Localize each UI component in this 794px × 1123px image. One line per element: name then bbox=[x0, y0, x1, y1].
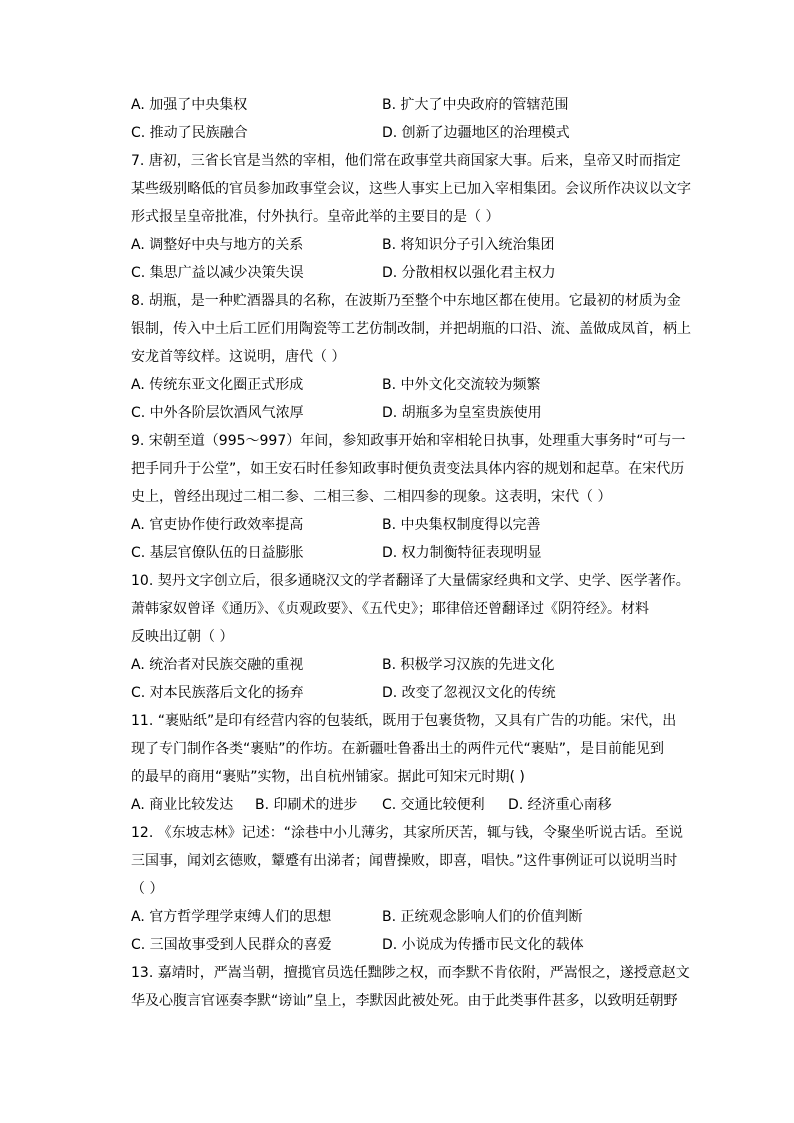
q9-option-a[interactable]: A. 官吏协作使行政效率提高 bbox=[131, 517, 304, 533]
q9-option-d[interactable]: D. 权力制衡特征表现明显 bbox=[382, 545, 542, 561]
q12-option-b[interactable]: B. 正统观念影响人们的价值判断 bbox=[382, 909, 583, 925]
q11-stem-line: 的最早的商用“裹贴”实物，出自杭州铺家。据此可知宋元时期( ) bbox=[131, 769, 525, 785]
q11-option-d[interactable]: D. 经济重心南移 bbox=[508, 797, 612, 813]
q7-stem-line: 形式报呈皇帝批准，付外执行。皇帝此举的主要目的是（ ） bbox=[131, 209, 500, 225]
q10-option-b[interactable]: B. 积极学习汉族的先进文化 bbox=[382, 657, 555, 673]
q8-options-row-2 bbox=[131, 399, 679, 427]
q11-option-a[interactable]: A. 商业比较发达 bbox=[131, 797, 234, 813]
q9-option-c[interactable]: C. 基层官僚队伍的日益膨胀 bbox=[131, 545, 304, 561]
q8-options-row-1 bbox=[131, 371, 679, 399]
q10-stem-line: 反映出辽朝（ ） bbox=[131, 629, 234, 645]
q10-option-a[interactable]: A. 统治者对民族交融的重视 bbox=[131, 657, 304, 673]
q7-option-a[interactable]: A. 调整好中央与地方的关系 bbox=[131, 237, 304, 253]
q9-options-row-1 bbox=[131, 511, 679, 539]
q12-stem-line: 三国事，闻刘玄德败，颦蹙有出涕者；闻曹操败，即喜，唱快。”这件事例证可以说明当时 bbox=[131, 853, 678, 869]
q9-stem-line: 史上，曾经出现过二相二参、二相三参、二相四参的现象。这表明，宋代（ ） bbox=[131, 489, 612, 505]
q10-option-d[interactable]: D. 改变了忽视汉文化的传统 bbox=[382, 685, 556, 701]
q6-option-b[interactable]: B. 扩大了中央政府的管辖范围 bbox=[382, 97, 569, 113]
q9-option-b[interactable]: B. 中央集权制度得以完善 bbox=[382, 517, 541, 533]
q12-stem-line: （ ） bbox=[131, 881, 164, 897]
q6-options-row-2 bbox=[131, 119, 679, 147]
exam-page bbox=[131, 91, 691, 1015]
q11-stem-line: 现了专门制作各类“裹贴”的作坊。在新疆吐鲁番出土的两件元代“裹贴”，是目前能见到 bbox=[131, 741, 665, 757]
q11-option-b[interactable]: B. 印刷术的进步 bbox=[255, 797, 358, 813]
q8-option-b[interactable]: B. 中外文化交流较为频繁 bbox=[382, 377, 541, 393]
q8-option-a[interactable]: A. 传统东亚文化圈正式形成 bbox=[131, 377, 304, 393]
q11-stem-line: 11. “裹贴纸”是印有经营内容的包装纸，既用于包裹货物，又具有广告的功能。宋代，出 bbox=[131, 713, 677, 729]
q9-options-row-2 bbox=[131, 539, 679, 567]
q6-option-a[interactable]: A. 加强了中央集权 bbox=[131, 97, 248, 113]
q6-option-c[interactable]: C. 推动了民族融合 bbox=[131, 125, 248, 141]
q7-stem-line: 7. 唐初，三省长官是当然的宰相，他们常在政事堂共商国家大事。后来，皇帝又时而指定 bbox=[131, 153, 681, 169]
q11-option-c[interactable]: C. 交通比较便利 bbox=[382, 797, 485, 813]
q12-option-c[interactable]: C. 三国故事受到人民群众的喜爱 bbox=[131, 937, 332, 953]
q12-options-row-1 bbox=[131, 903, 679, 931]
q12-option-a[interactable]: A. 官方哲学理学束缚人们的思想 bbox=[131, 909, 332, 925]
q7-option-d[interactable]: D. 分散相权以强化君主权力 bbox=[382, 265, 556, 281]
q7-stem-line: 某些级别略低的官员参加政事堂会议，这些人事实上已加入宰相集团。会议所作决议以文字 bbox=[131, 181, 691, 197]
q11-options-row bbox=[131, 791, 679, 819]
q13-stem-line: 华及心腹言官诬奏李默“谤讪”皇上，李默因此被处死。由于此类事件甚多，以致明廷朝野 bbox=[131, 993, 678, 1009]
q8-stem-line: 8. 胡瓶，是一种贮酒器具的名称，在波斯乃至整个中东地区都在使用。它最初的材质为金 bbox=[131, 293, 681, 309]
q10-options-row-1 bbox=[131, 651, 679, 679]
q10-option-c[interactable]: C. 对本民族落后文化的扬弃 bbox=[131, 685, 304, 701]
q10-stem-line: 萧韩家奴曾译《通历》、《贞观政要》、《五代史》；耶律倍还曾翻译过《阴符经》。材料 bbox=[131, 601, 649, 617]
q8-stem-line: 银制，传入中土后工匠们用陶瓷等工艺仿制改制，并把胡瓶的口沿、流、盖做成凤首，柄上 bbox=[131, 321, 691, 337]
q9-stem-line: 9. 宋朝至道（995～997）年间，参知政事开始和宰相轮日执事，处理重大事务时“可与一 bbox=[131, 433, 686, 449]
q8-stem-line: 安龙首等纹样。这说明，唐代（ ） bbox=[131, 349, 346, 365]
q13-stem-line: 13. 嘉靖时，严嵩当朝，擅揽官员选任黜陟之权，而李默不肯依附，严嵩恨之，遂授意赵文 bbox=[131, 965, 690, 981]
q6-options-row-1 bbox=[131, 91, 679, 119]
q8-option-d[interactable]: D. 胡瓶多为皇室贵族使用 bbox=[382, 405, 542, 421]
q12-option-d[interactable]: D. 小说成为传播市民文化的载体 bbox=[382, 937, 584, 953]
q7-option-c[interactable]: C. 集思广益以减少决策失误 bbox=[131, 265, 304, 281]
q12-stem-line: 12. 《东坡志林》记述：“涂巷中小儿薄劣，其家所厌苦，辄与钱，令聚坐听说古话。至说 bbox=[131, 825, 683, 841]
q8-option-c[interactable]: C. 中外各阶层饮酒风气浓厚 bbox=[131, 405, 304, 421]
q10-options-row-2 bbox=[131, 679, 679, 707]
q9-stem-line: 把手同升于公堂”，如王安石时任参知政事时便负责变法具体内容的规划和起草。在宋代历 bbox=[131, 461, 685, 477]
q10-stem-line: 10. 契丹文字创立后，很多通晓汉文的学者翻译了大量儒家经典和文学、史学、医学著作。 bbox=[131, 573, 690, 589]
q12-options-row-2 bbox=[131, 931, 679, 959]
q6-option-d[interactable]: D. 创新了边疆地区的治理模式 bbox=[382, 125, 570, 141]
q7-option-b[interactable]: B. 将知识分子引入统治集团 bbox=[382, 237, 555, 253]
q7-options-row-1 bbox=[131, 231, 679, 259]
q7-options-row-2 bbox=[131, 259, 679, 287]
